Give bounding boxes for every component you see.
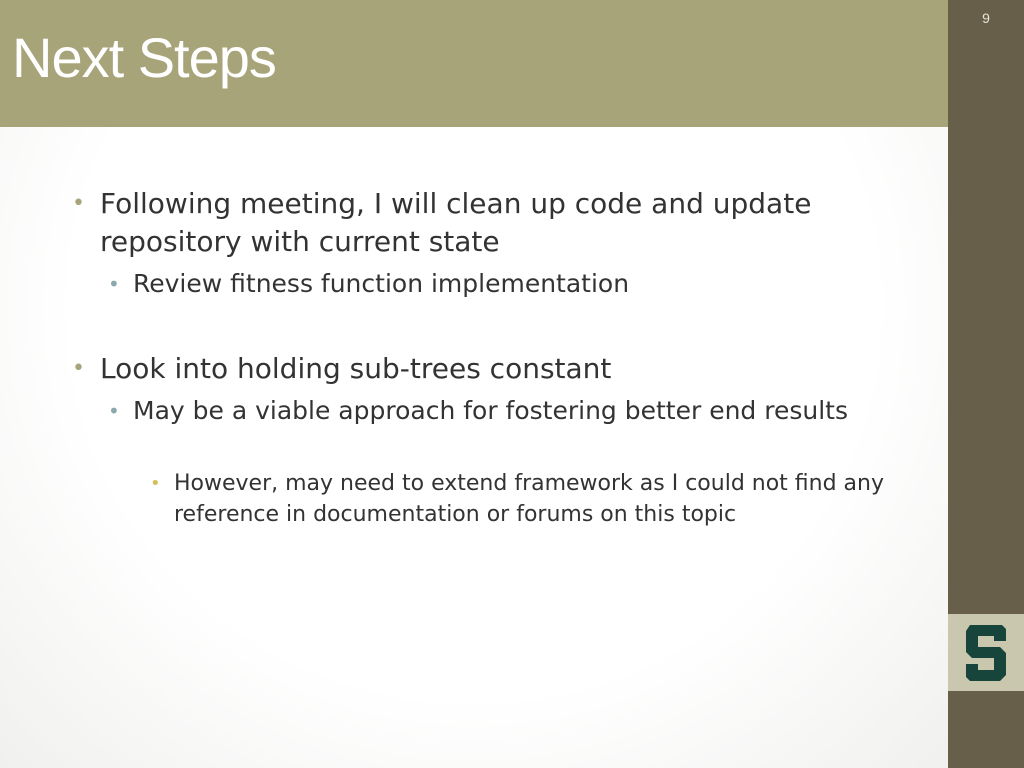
bullet-marker: •: [108, 399, 120, 423]
bullet-marker: •: [108, 272, 120, 296]
spartan-s-logo-icon: [964, 623, 1008, 683]
bullet-item: [72, 350, 832, 388]
bullet-item: [108, 394, 868, 428]
bullet-marker: •: [72, 191, 85, 216]
bullet-item: [72, 185, 832, 261]
bullet-text: Following meeting, I will clean up code and update repository with current state: [100, 187, 812, 258]
slide-number: 9: [982, 10, 990, 26]
bullet-text: However, may need to extend framework as I could not find any reference in documentation or forums on this topic: [174, 471, 885, 527]
slide-title: Next Steps: [12, 26, 276, 89]
bullet-text: Look into holding sub-trees constant: [100, 352, 612, 385]
bullet-marker: •: [150, 473, 161, 494]
logo-box: [948, 614, 1024, 691]
bullet-text: May be a viable approach for fostering better end results: [133, 396, 849, 425]
bullet-text: Review fitness function implementation: [133, 269, 630, 298]
bullet-item: [108, 267, 868, 301]
bullet-marker: •: [72, 356, 85, 381]
bullet-item: [150, 468, 910, 530]
